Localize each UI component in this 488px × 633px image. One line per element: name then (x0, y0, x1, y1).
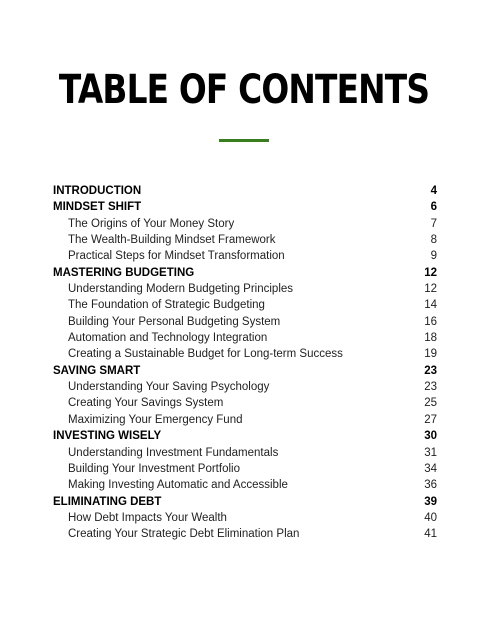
toc-entry-page-number: 12 (424, 266, 437, 279)
toc-entry-page-number: 8 (430, 234, 437, 247)
toc-entry-title: The Origins of Your Money Story (68, 217, 235, 230)
toc-section-row[interactable] (53, 314, 437, 330)
toc-entry-page-number: 18 (424, 332, 437, 345)
toc-entry-title: Understanding Investment Fundamentals (68, 446, 279, 459)
toc-entry-page-number: 12 (424, 283, 437, 296)
toc-section-row[interactable] (53, 461, 437, 477)
toc-entry-title: INVESTING WISELY (53, 430, 162, 443)
toc-section-row[interactable] (53, 445, 437, 461)
toc-list (53, 183, 437, 543)
toc-entry-title: Building Your Investment Portfolio (68, 462, 240, 475)
toc-entry-title: Making Investing Automatic and Accessible (68, 479, 288, 492)
toc-entry-title: Creating Your Savings System (68, 397, 224, 410)
toc-section-row[interactable] (53, 395, 437, 411)
toc-chapter-row[interactable] (53, 199, 437, 215)
toc-entry-page-number: 4 (430, 185, 437, 197)
toc-entry-page-number: 25 (424, 397, 437, 410)
toc-entry-page-number: 6 (430, 201, 437, 214)
toc-entry-title: Automation and Technology Integration (68, 332, 268, 345)
toc-entry-page-number: 34 (424, 462, 437, 475)
toc-entry-title: Practical Steps for Mindset Transformation (68, 250, 285, 263)
toc-chapter-row[interactable] (53, 265, 437, 281)
toc-entry-page-number: 40 (424, 511, 437, 524)
toc-entry-title: SAVING SMART (53, 364, 141, 377)
toc-entry-page-number: 19 (424, 348, 437, 361)
toc-entry-title: MASTERING BUDGETING (53, 266, 195, 279)
toc-entry-title: The Wealth-Building Mindset Framework (68, 234, 276, 247)
toc-section-row[interactable] (53, 412, 437, 428)
toc-section-row[interactable] (53, 281, 437, 297)
toc-entry-title: Building Your Personal Budgeting System (68, 315, 281, 328)
toc-section-row[interactable] (53, 477, 437, 493)
toc-section-row[interactable] (53, 297, 437, 313)
toc-entry-page-number: 14 (424, 299, 437, 312)
toc-entry-title: MINDSET SHIFT (53, 201, 142, 214)
toc-entry-title: INTRODUCTION (53, 185, 142, 197)
toc-entry-page-number: 36 (424, 479, 437, 492)
toc-section-row[interactable] (53, 232, 437, 248)
toc-section-row[interactable] (53, 248, 437, 264)
toc-entry-page-number: 7 (430, 217, 437, 230)
toc-section-row[interactable] (53, 510, 437, 526)
toc-entry-title: Maximizing Your Emergency Fund (68, 413, 243, 426)
toc-entry-page-number: 39 (424, 495, 437, 508)
page-title: TABLE OF CONTENTS (58, 67, 430, 113)
toc-entry-title: Creating a Sustainable Budget for Long-term Success (68, 348, 343, 361)
toc-section-row[interactable] (53, 216, 437, 232)
toc-chapter-row[interactable] (53, 428, 437, 444)
toc-chapter-row[interactable] (53, 494, 437, 510)
toc-entry-title: Creating Your Strategic Debt Elimination Plan (68, 528, 300, 541)
toc-entry-title: The Foundation of Strategic Budgeting (68, 299, 265, 312)
toc-entry-page-number: 16 (424, 315, 437, 328)
toc-entry-page-number: 23 (424, 381, 437, 394)
toc-section-row[interactable] (53, 526, 437, 542)
toc-entry-title: Understanding Modern Budgeting Principles (68, 283, 294, 296)
toc-section-row[interactable] (53, 330, 437, 346)
toc-entry-title: Understanding Your Saving Psychology (68, 381, 270, 394)
toc-chapter-row[interactable] (53, 363, 437, 379)
toc-section-row[interactable] (53, 346, 437, 362)
toc-entry-page-number: 30 (424, 430, 437, 443)
toc-entry-page-number: 31 (424, 446, 437, 459)
toc-entry-page-number: 23 (424, 364, 437, 377)
toc-chapter-row[interactable] (53, 183, 437, 199)
toc-entry-title: ELIMINATING DEBT (53, 495, 162, 508)
title-divider (219, 139, 269, 142)
toc-entry-title: How Debt Impacts Your Wealth (68, 511, 227, 524)
toc-entry-page-number: 9 (430, 250, 437, 263)
toc-entry-page-number: 41 (424, 528, 437, 541)
toc-section-row[interactable] (53, 379, 437, 395)
toc-entry-page-number: 27 (424, 413, 437, 426)
